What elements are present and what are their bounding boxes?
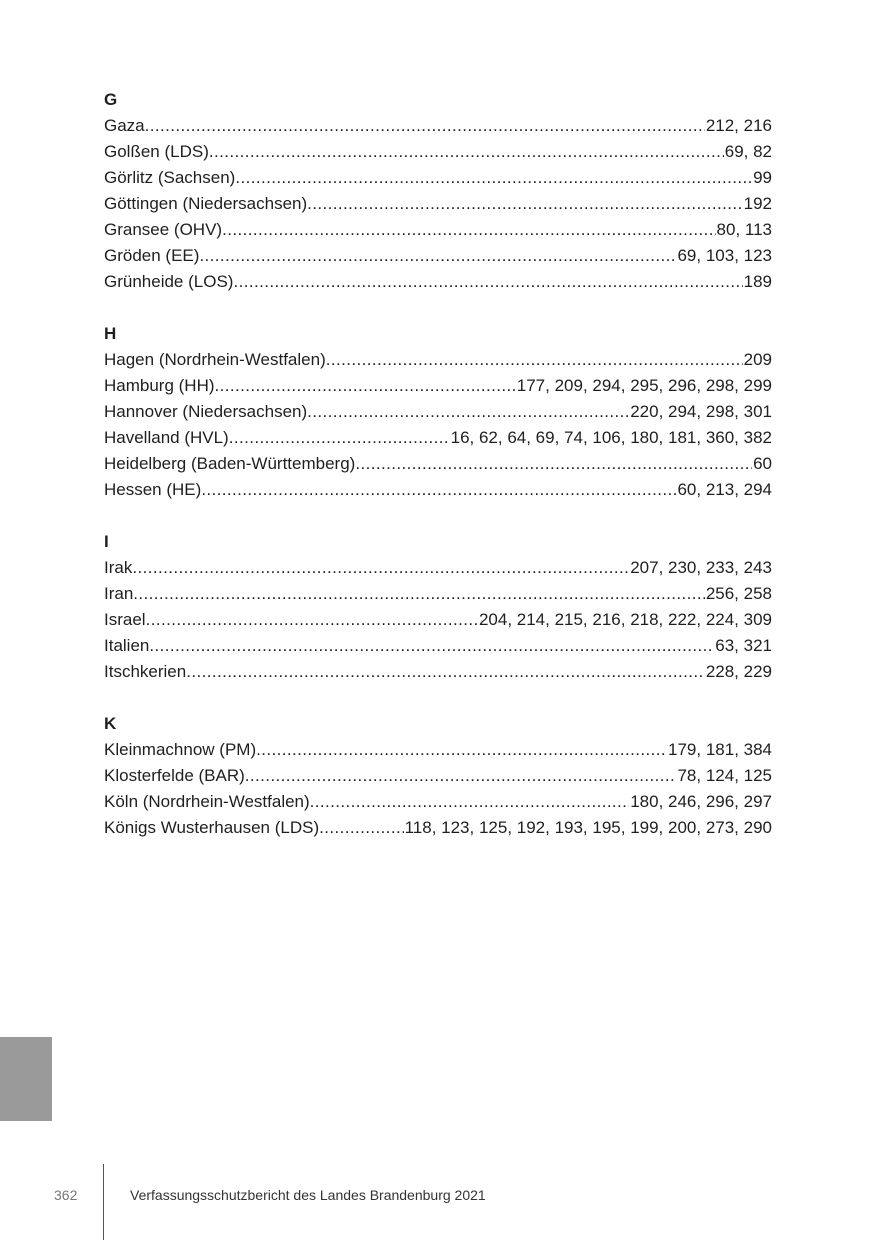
entry-name: Gaza ..... [104,113,705,139]
entry-pages: 78, 124, 125 [677,766,772,785]
entry-name: Heidelberg (Baden-Württemberg) ..... [104,451,752,477]
entry-pages: 189 [743,272,772,291]
index-entry [104,581,772,607]
section-letter: K [104,714,117,733]
index-entry [104,399,772,425]
section-letter: H [104,324,117,343]
index-entry [104,373,772,399]
index-entry [104,243,772,269]
entry-pages: 204, 214, 215, 216, 218, 222, 224, 309 [478,610,772,629]
entry-pages: 80, 113 [716,220,772,239]
footer-divider [103,1164,104,1240]
entry-pages: 212, 216 [705,116,772,135]
index-entry [104,269,772,295]
index-entry [104,555,772,581]
entry-name: Iran ..... [104,581,705,607]
entry-pages: 60, 213, 294 [677,480,772,499]
entry-pages: 179, 181, 384 [668,740,772,759]
entry-pages: 63, 321 [715,636,772,655]
entry-name: Göttingen (Niedersachsen) ..... [104,191,743,217]
index-entry [104,139,772,165]
entry-name: Grünheide (LOS) ..... [104,269,743,295]
index-entry [104,763,772,789]
entry-pages: 228, 229 [705,662,772,681]
entry-pages: 256, 258 [705,584,772,603]
index-entry [104,815,772,841]
entry-name: Gransee (OHV) ..... [104,217,716,243]
entry-name: Hamburg (HH) ..... [104,373,516,399]
entry-name: Golßen (LDS) ..... [104,139,724,165]
index-section-h [104,321,772,503]
register-index [104,87,772,841]
entry-name: Königs Wusterhausen (LDS) ..... [104,815,404,841]
entry-name: Klosterfelde (BAR) ..... [104,763,676,789]
section-letter: I [104,532,109,551]
entry-pages: 177, 209, 294, 295, 296, 298, 299 [516,376,772,395]
index-entry [104,789,772,815]
entry-name: Köln (Nordrhein-Westfalen) ..... [104,789,629,815]
entry-name: Hannover (Niedersachsen) ..... [104,399,629,425]
entry-pages: 99 [753,168,772,187]
entry-name: Hessen (HE) ..... [104,477,676,503]
entry-name: Italien ..... [104,633,714,659]
index-entry [104,737,772,763]
index-entry [104,217,772,243]
entry-name: Hagen (Nordrhein-Westfalen) ..... [104,347,743,373]
chapter-tab-marker [0,1037,52,1121]
page-number: 362 [54,1187,78,1203]
entry-pages: 16, 62, 64, 69, 74, 106, 180, 181, 360, 382 [450,428,772,447]
entry-pages: 220, 294, 298, 301 [630,402,772,421]
entry-name: Irak ..... [104,555,629,581]
entry-pages: 60 [753,454,772,473]
entry-pages: 207, 230, 233, 243 [630,558,772,577]
index-entry [104,607,772,633]
entry-pages: 118, 123, 125, 192, 193, 195, 199, 200, 273, 290 [404,818,772,837]
index-entry [104,633,772,659]
entry-name: Itschkerien ..... [104,659,705,685]
entry-pages: 69, 82 [724,142,772,161]
index-entry [104,113,772,139]
entry-name: Görlitz (Sachsen) ..... [104,165,752,191]
index-entry [104,347,772,373]
entry-pages: 69, 103, 123 [677,246,772,265]
index-section-g [104,87,772,295]
entry-name: Israel ..... [104,607,478,633]
index-entry [104,165,772,191]
entry-pages: 180, 246, 296, 297 [630,792,772,811]
entry-name: Havelland (HVL) ..... [104,425,450,451]
index-section-k [104,711,772,841]
index-section-i [104,529,772,685]
entry-pages: 209 [743,350,772,369]
entry-name: Gröden (EE) ..... [104,243,676,269]
index-entry [104,425,772,451]
index-entry [104,191,772,217]
index-entry [104,477,772,503]
section-letter: G [104,90,118,109]
entry-pages: 192 [743,194,772,213]
footer-title: Verfassungsschutzbericht des Landes Brandenburg 2021 [130,1187,486,1203]
entry-name: Kleinmachnow (PM) ..... [104,737,667,763]
index-entry [104,659,772,685]
index-entry [104,451,772,477]
